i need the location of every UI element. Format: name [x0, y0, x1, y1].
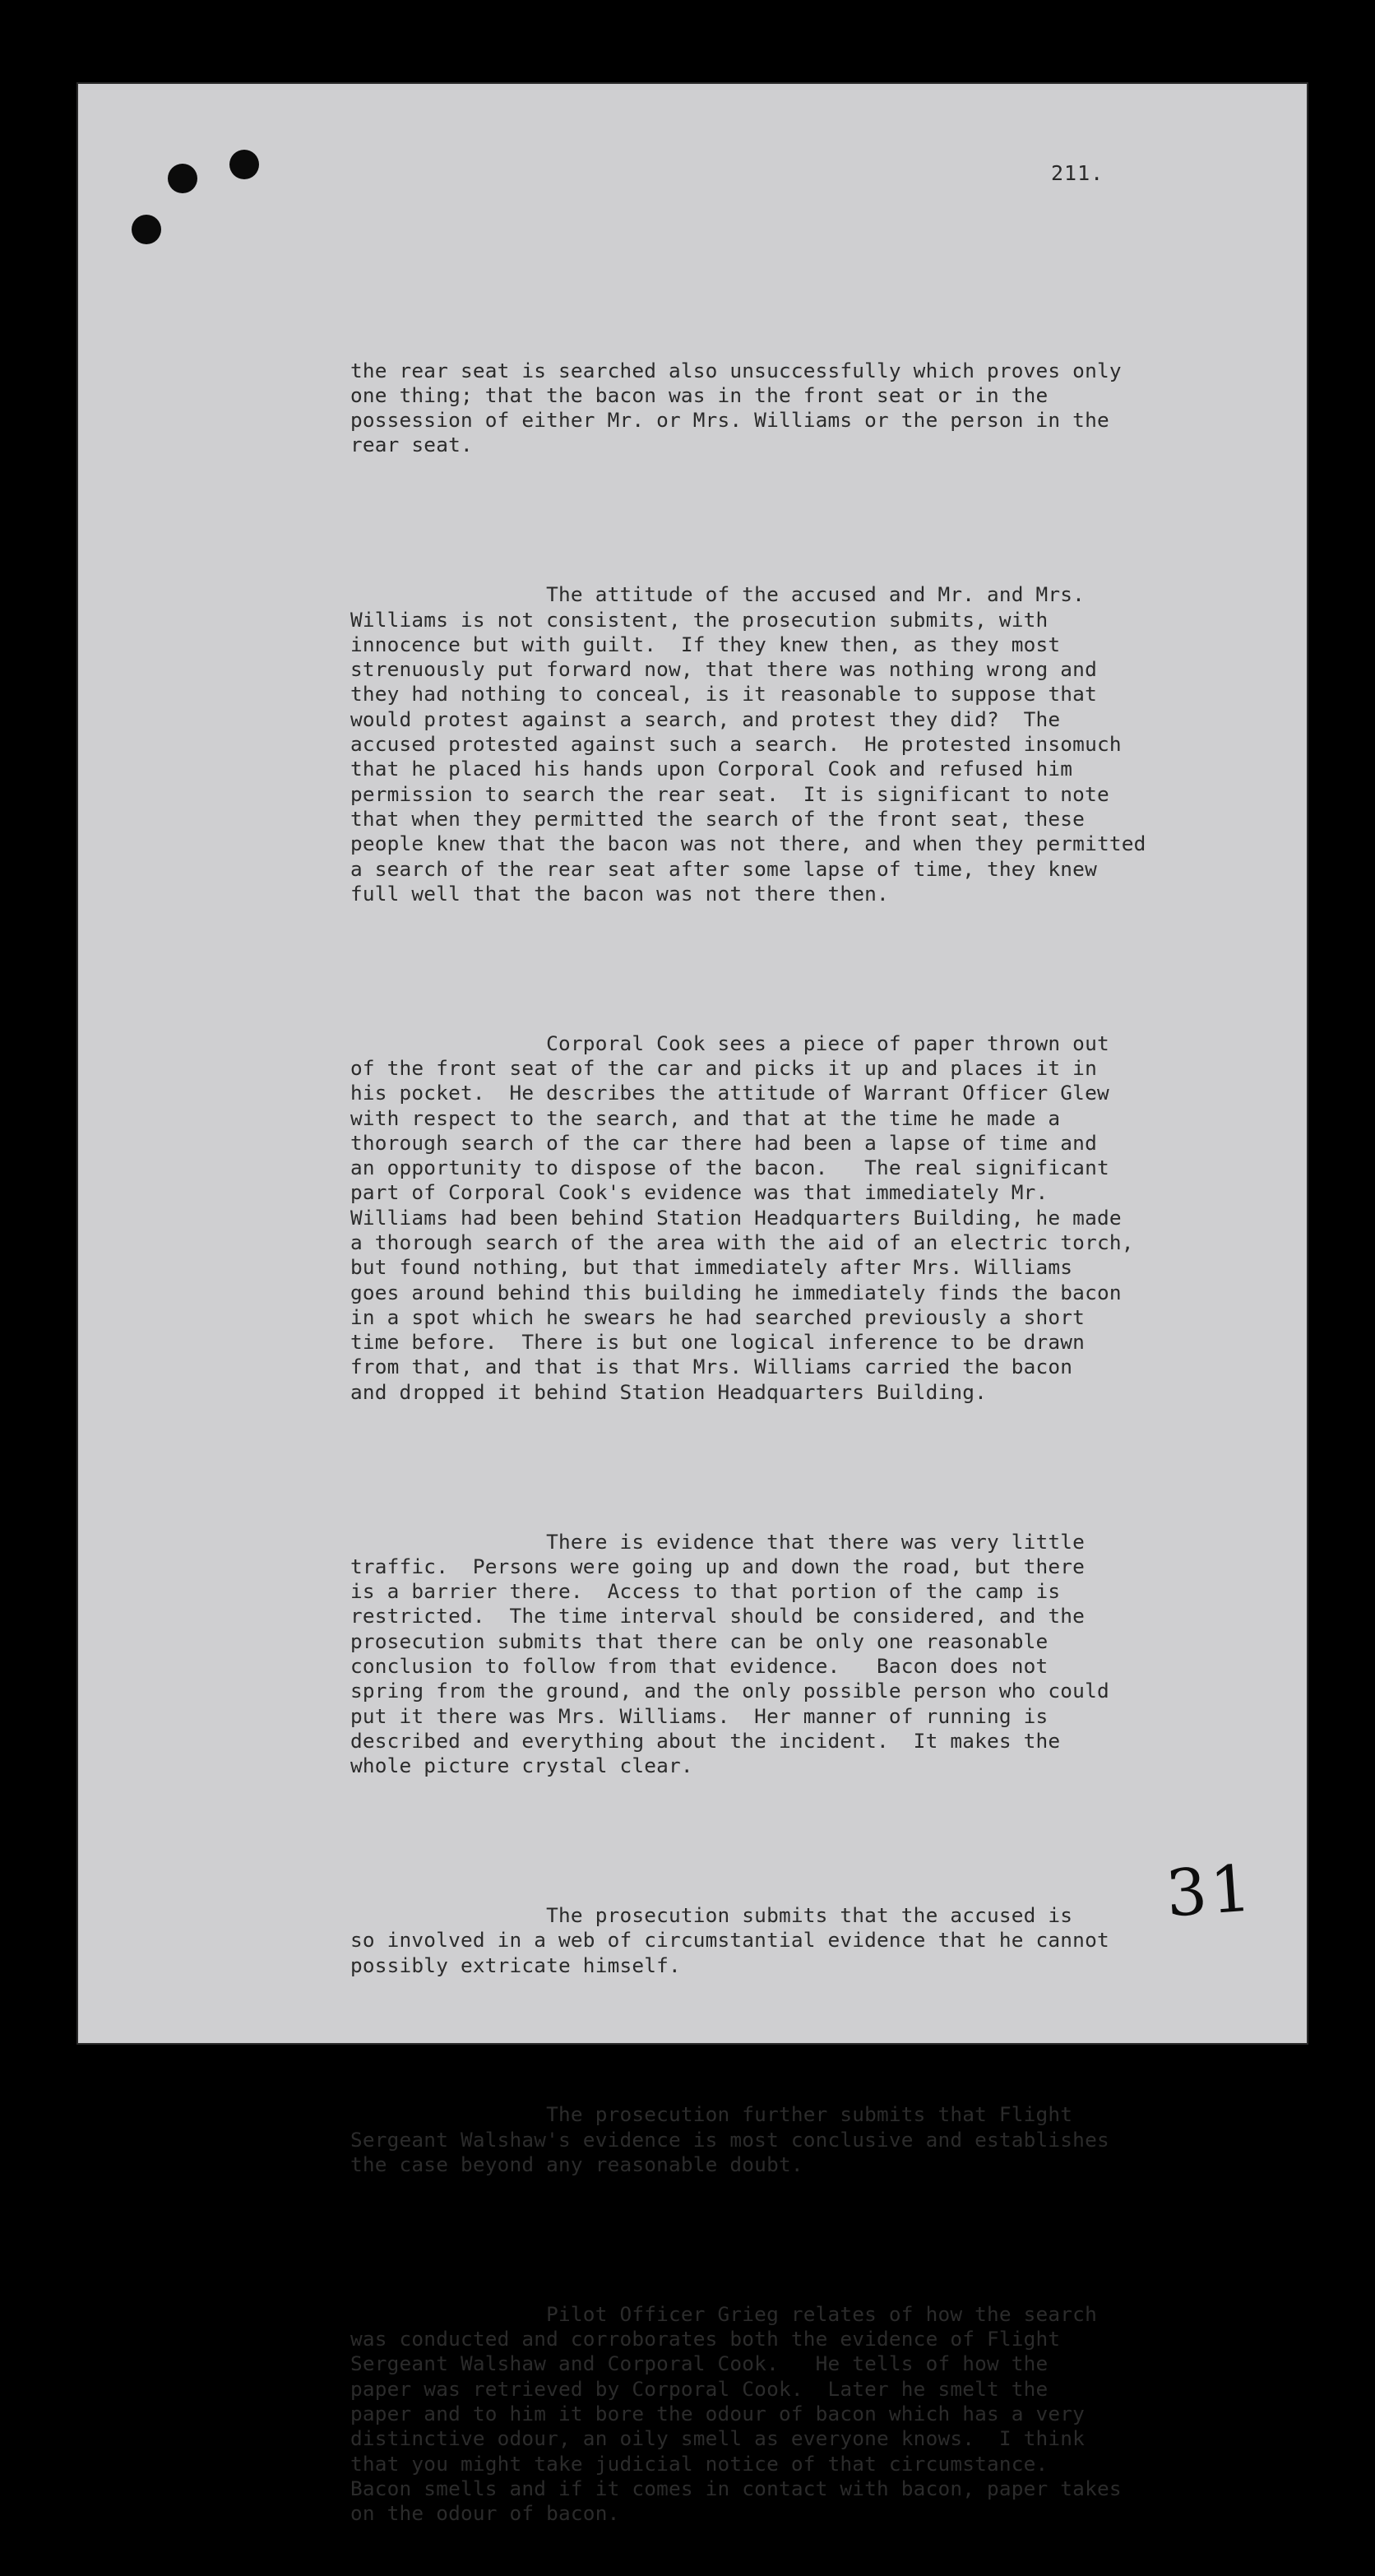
paragraph: Corporal Cook sees a piece of paper thrown out of the front seat of the car and picks it up and places it in his pocket. He describes the attitude of Warrant Officer Glew with respect to the search, and that at the time he made a thorough search of the car there had been a lapse of time and an opportunity to dispose of the bacon. The real significant part of Corporal Cook's evidence was that immediately Mr. Williams had been behind Station Headquarters Building, he made a thorough search of the area with the aid of an electric torch, but found nothing, but that immediately after Mrs. Williams goes around behind this building he immediately finds the bacon in a spot which he swears he had searched previously a short time before. There is but one logical inference to be drawn from that, and that is that Mrs. Williams carried the bacon and dropped it behind Station Headquarters Building.: [350, 1031, 1134, 1404]
handwritten-page-mark: 31: [1163, 1851, 1257, 1932]
punch-hole: [229, 150, 259, 179]
document-page: [76, 82, 1308, 2526]
punch-hole: [168, 164, 197, 193]
paragraph: The attitude of the accused and Mr. and Mrs. Williams is not consistent, the prosecution submits, with innocence but with guilt. If they knew then, as they most strenuously put forward now, that there was nothing wrong and they had nothing to conceal, is it reasonable to suppose that would protest against a search, and protest they did? The accused protested against such a search. He protested insomuch that he placed his hands upon Corporal Cook and refused him permission to search the rear seat. It is significant to note that when they permitted the search of the front seat, these people knew that the bacon was not there, and when they permitted a search of the rear seat after some lapse of time, they knew full well that the bacon was not there then.: [350, 582, 1146, 906]
paragraph: Pilot Officer Grieg relates of how the search was conducted and corroborates both the evidence of Flight Sergeant Walshaw and Corporal Cook. He tells of how the paper was retrieved by Corporal Cook. Later he smelt the paper and to him it bore the odour of bacon which has a very distinctive odour, an oily smell as everyone knows. I think that you might take judicial notice of that circumstance. Bacon smells and if it comes in contact with bacon, paper takes on the odour of bacon.: [350, 2301, 1122, 2526]
punch-hole: [132, 215, 161, 244]
paragraph: There is evidence that there was very little traffic. Persons were going up and down the road, but there is a barrier there. Access to that portion of the camp is restricted. The time interval should be considered, and the prosecution submits that there can be only one reasonable conclusion to follow from that evidence. Bacon does not spring from the ground, and the only possible person who could put it there was Mrs. Williams. Her manner of running is described and everything about the incident. It makes the whole picture crystal clear.: [350, 1529, 1109, 1778]
paragraph: The prosecution submits that the accused is so involved in a web of circumstantial evidence that he cannot possibly extricate himself.: [350, 1903, 1109, 1977]
document-body: [350, 308, 1280, 2576]
page-number: 211.: [1051, 161, 1104, 185]
paragraph: The prosecution further submits that Flight Sergeant Walshaw's evidence is most conclusive and establishes the case beyond any reasonable doubt.: [350, 2102, 1109, 2176]
paragraph: the rear seat is searched also unsuccessfully which proves only one thing; that the bacon was in the front seat or in the possession of either Mr. or Mrs. Williams or the person in the rear seat.: [350, 358, 1122, 457]
